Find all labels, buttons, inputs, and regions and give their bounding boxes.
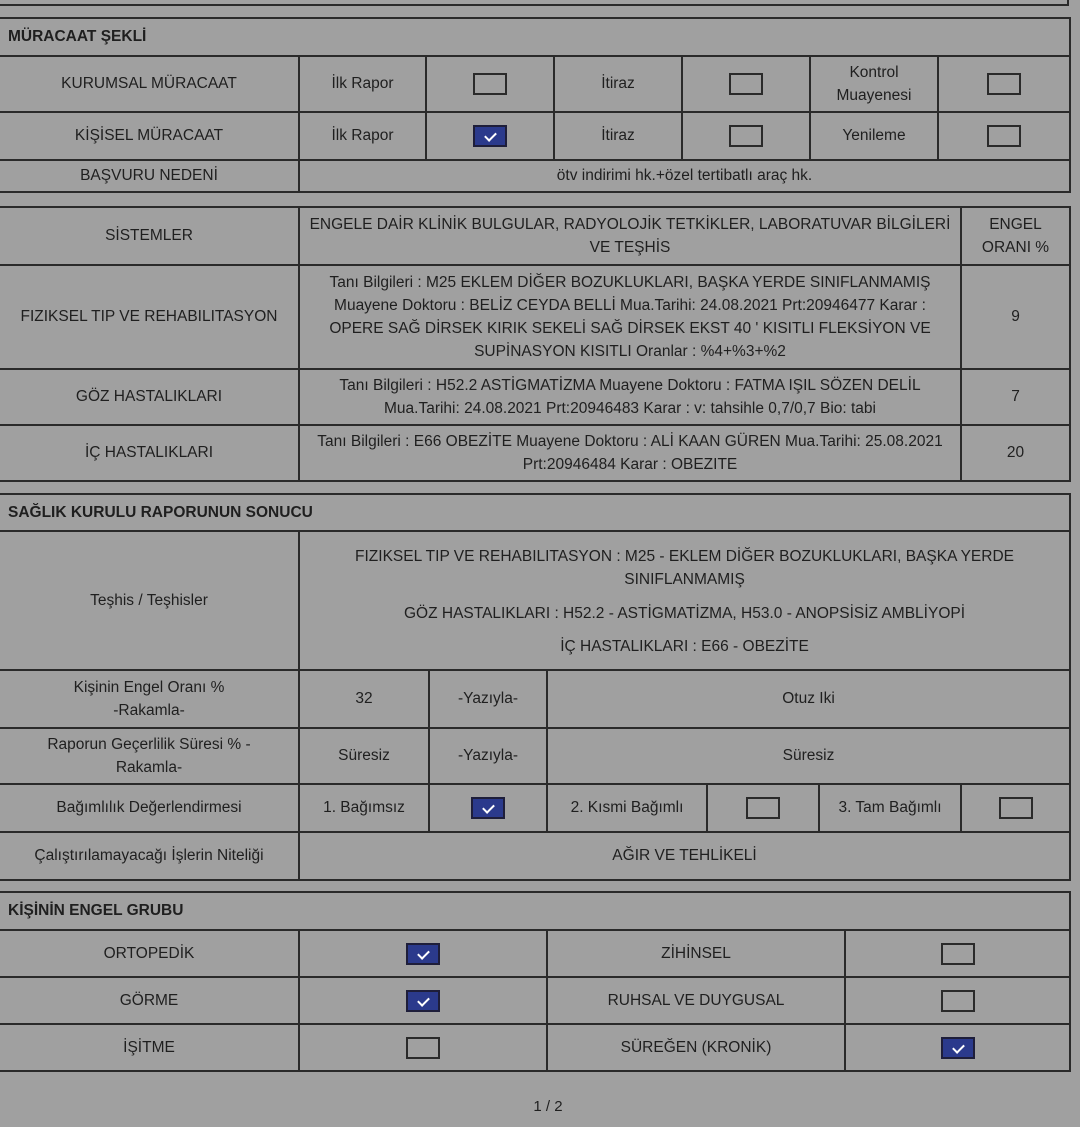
- sistem-rate: 20: [961, 425, 1070, 481]
- sistem-name: FIZIKSEL TIP VE REHABILITASYON: [0, 265, 299, 369]
- engel-grubu-left-label: İŞİTME: [0, 1024, 299, 1071]
- bagimlilik-label: Bağımlılık Değerlendirmesi: [0, 784, 299, 832]
- page-number: 1 / 2: [533, 1098, 563, 1115]
- kisisel-label: KİŞİSEL MÜRACAAT: [0, 112, 299, 160]
- zihinsel-checkbox[interactable]: [941, 943, 975, 965]
- engel-grubu-table: [0, 891, 1071, 1072]
- sistem-row: [0, 369, 1070, 425]
- basvuru-value: ötv indirimi hk.+özel tertibatlı araç hk.: [299, 160, 1070, 192]
- gecerlilik-text: Süresiz: [547, 728, 1070, 784]
- sonuc-table: [0, 493, 1071, 881]
- kurumsal-label: KURUMSAL MÜRACAAT: [0, 56, 299, 112]
- engel-orani-row: [0, 670, 1070, 728]
- calistirilamayacak-value: AĞIR VE TEHLİKELİ: [299, 832, 1070, 880]
- kisisel-yenileme-label: Yenileme: [810, 112, 938, 160]
- engel-grubu-title: KİŞİNİN ENGEL GRUBU: [0, 892, 1070, 930]
- sistem-name: GÖZ HASTALIKLARI: [0, 369, 299, 425]
- kurumsal-row: [0, 56, 1070, 112]
- gecerlilik-yaziyla-label: -Yazıyla-: [429, 728, 547, 784]
- ortopedik-checkbox[interactable]: [406, 943, 440, 965]
- bagimsiz-label: 1. Bağımsız: [299, 784, 429, 832]
- engel-orani-header: ENGEL ORANI %: [961, 207, 1070, 265]
- gorme-checkbox[interactable]: [406, 990, 440, 1012]
- bagimsiz-checkbox[interactable]: [471, 797, 505, 819]
- teshis-label: Teşhis / Teşhisler: [0, 531, 299, 670]
- tam-checkbox[interactable]: [999, 797, 1033, 819]
- sistemler-table: [0, 206, 1071, 482]
- kisisel-ilk-rapor-label: İlk Rapor: [299, 112, 426, 160]
- kismi-checkbox[interactable]: [746, 797, 780, 819]
- sistem-rate: 9: [961, 265, 1070, 369]
- sistem-row: [0, 425, 1070, 481]
- teshis-row: [0, 531, 1070, 670]
- kismi-label: 2. Kısmi Bağımlı: [547, 784, 707, 832]
- kisisel-itiraz-label: İtiraz: [554, 112, 682, 160]
- kurumsal-itiraz-label: İtiraz: [554, 56, 682, 112]
- basvuru-row: [0, 160, 1070, 192]
- previous-section-frame: [0, 0, 1069, 6]
- ruhsal-checkbox[interactable]: [941, 990, 975, 1012]
- kurumsal-kontrol-label: Kontrol Muayenesi: [810, 56, 938, 112]
- engel-grubu-row: [0, 930, 1070, 977]
- kurumsal-ilk-rapor-checkbox[interactable]: [473, 73, 507, 95]
- kurumsal-kontrol-checkbox[interactable]: [987, 73, 1021, 95]
- teshis-line: GÖZ HASTALIKLARI : H52.2 - ASTİGMATİZMA, H53.0 - ANOPSİSİZ AMBLİYOPİ: [404, 604, 966, 622]
- engel-grubu-right-label: ZİHİNSEL: [547, 930, 845, 977]
- gecerlilik-row: [0, 728, 1070, 784]
- kisisel-row: [0, 112, 1070, 160]
- muracaat-table: [0, 17, 1071, 193]
- engel-orani-text: Otuz Iki: [547, 670, 1070, 728]
- engel-grubu-row: [0, 1024, 1070, 1071]
- engel-grubu-row: [0, 977, 1070, 1024]
- teshis-line: FIZIKSEL TIP VE REHABILITASYON : M25 - EKLEM DİĞER BOZUKLUKLARI, BAŞKA YERDE SINIFLANMAMIŞ: [355, 548, 1014, 589]
- calistirilamayacak-row: [0, 832, 1070, 880]
- sureggen-checkbox[interactable]: [941, 1037, 975, 1059]
- isitme-checkbox[interactable]: [406, 1037, 440, 1059]
- gecerlilik-number: Süresiz: [299, 728, 429, 784]
- sistem-detail: Tanı Bilgileri : H52.2 ASTİGMATİZMA Muayene Doktoru : FATMA IŞIL SÖZEN DELİL Mua.Tarihi: 24.08.2021 Prt:20946483 Karar : v: tahsihle 0,7/0,7 Bio: tabi: [299, 369, 961, 425]
- sistem-name: İÇ HASTALIKLARI: [0, 425, 299, 481]
- teshis-line: İÇ HASTALIKLARI : E66 - OBEZİTE: [560, 637, 809, 655]
- engel-grubu-right-label: RUHSAL VE DUYGUSAL: [547, 977, 845, 1024]
- kurumsal-ilk-rapor-label: İlk Rapor: [299, 56, 426, 112]
- teshis-list: [299, 531, 1070, 670]
- kisisel-ilk-rapor-checkbox[interactable]: [473, 125, 507, 147]
- bulgular-header: ENGELE DAİR KLİNİK BULGULAR, RADYOLOJİK TETKİKLER, LABORATUVAR BİLGİLERİ VE TEŞHİS: [299, 207, 961, 265]
- sistem-rate: 7: [961, 369, 1070, 425]
- muracaat-title: MÜRACAAT ŞEKLİ: [0, 18, 1070, 56]
- sonuc-title: SAĞLIK KURULU RAPORUNUN SONUCU: [0, 494, 1070, 531]
- engel-orani-yaziyla-label: -Yazıyla-: [429, 670, 547, 728]
- kurumsal-itiraz-checkbox[interactable]: [729, 73, 763, 95]
- engel-grubu-left-label: GÖRME: [0, 977, 299, 1024]
- kisisel-yenileme-checkbox[interactable]: [987, 125, 1021, 147]
- tam-label: 3. Tam Bağımlı: [819, 784, 961, 832]
- kisisel-itiraz-checkbox[interactable]: [729, 125, 763, 147]
- sistemler-header: SİSTEMLER: [0, 207, 299, 265]
- basvuru-label: BAŞVURU NEDENİ: [0, 160, 299, 192]
- bagimlilik-row: [0, 784, 1070, 832]
- calistirilamayacak-label: Çalıştırılamayacağı İşlerin Niteliği: [0, 832, 299, 880]
- engel-orani-label: Kişinin Engel Oranı % -Rakamla-: [0, 670, 299, 728]
- sistem-detail: Tanı Bilgileri : E66 OBEZİTE Muayene Doktoru : ALİ KAAN GÜREN Mua.Tarihi: 25.08.2021 Prt:20946484 Karar : OBEZITE: [299, 425, 961, 481]
- engel-grubu-left-label: ORTOPEDİK: [0, 930, 299, 977]
- engel-grubu-right-label: SÜREĞEN (KRONİK): [547, 1024, 845, 1071]
- gecerlilik-label: Raporun Geçerlilik Süresi % -Rakamla-: [0, 728, 299, 784]
- sistem-row: [0, 265, 1070, 369]
- sistem-detail: Tanı Bilgileri : M25 EKLEM DİĞER BOZUKLUKLARI, BAŞKA YERDE SINIFLANMAMIŞ Muayene Doktoru : BELİZ CEYDA BELLİ Mua.Tarihi: 24.08.2021 Prt:20946477 Karar : OPERE SAĞ DİRSEK KIRIK SEKELİ SAĞ DİRSEK EKST 40 ' KISITLI FLEKSİYON VE SUPİNASYON KISITLI Oranlar : %4+%3+%2: [299, 265, 961, 369]
- engel-orani-number: 32: [299, 670, 429, 728]
